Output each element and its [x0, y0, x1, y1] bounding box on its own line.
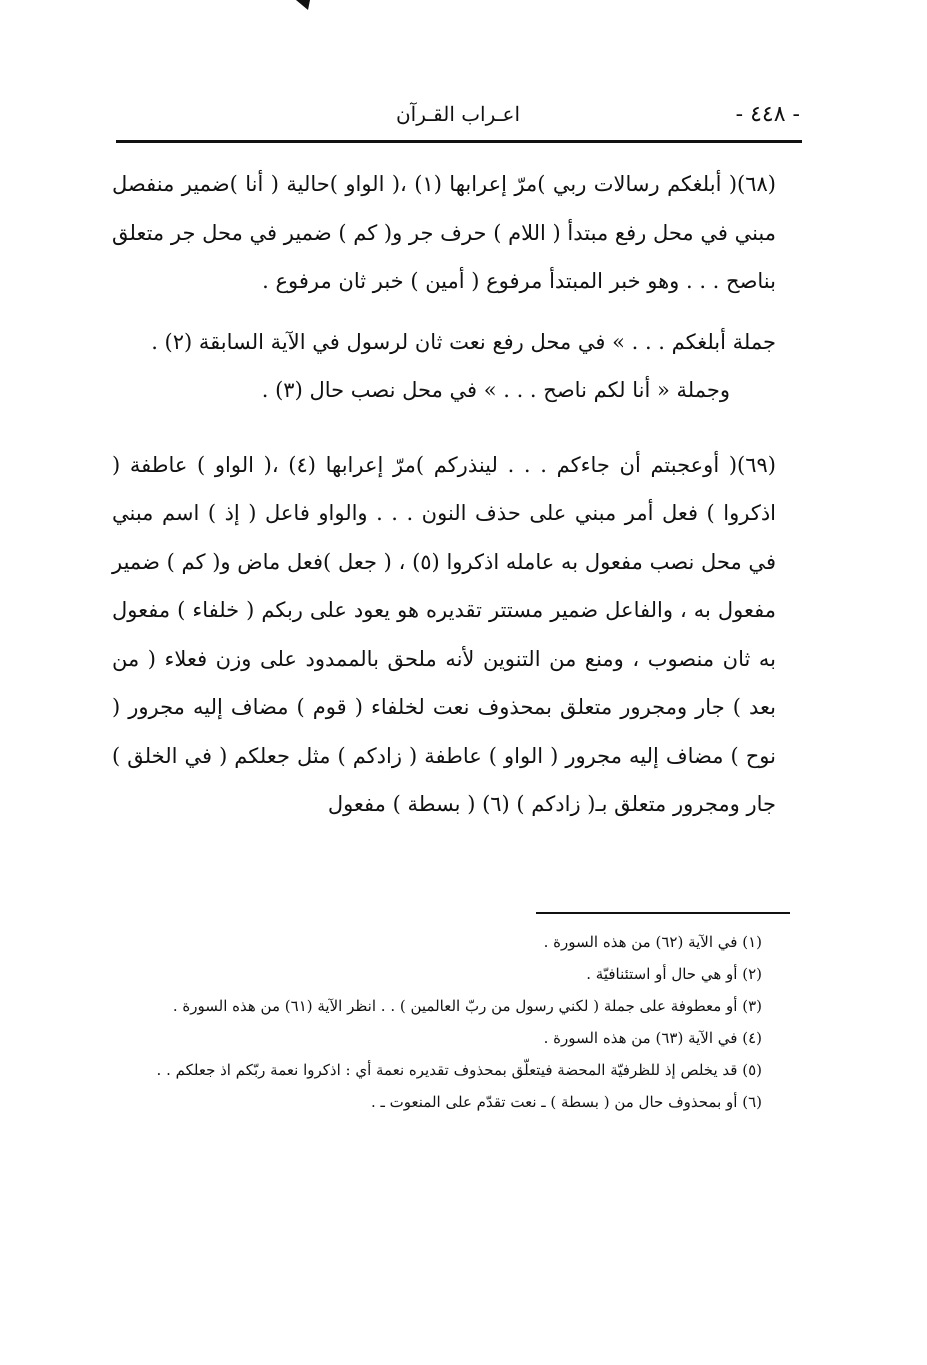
paragraph-verse-68: (٦٨)( أبلغكم رسالات ربي )مرّ إعرابها (١) ،( الواو )حالية ( أنا )ضمير منفصل مبني في محل رفع مبتدأ ( اللام ) حرف جر و( كم ) ضمير في محل جر متعلق بناصح . . . وهو خبر المبتدأ مرفوع ( أمين ) خبر ثان مرفوع .: [112, 172, 776, 293]
paragraph-verse-69: (٦٩)( أوعجبتم أن جاءكم . . . لينذركم )مرّ إعرابها (٤) ،( الواو ) عاطفة ( اذكروا ) فعل أمر مبني على حذف النون . . . والواو فاعل ( إذ ) اسم مبني في محل نصب مفعول به عامله اذكروا (٥) ، ( جعل )فعل ماض و( كم ) ضمير مفعول به ، والفاعل ضمير مستتر تقديره هو يعود على ربكم ( خلفاء ) مفعول به ثان منصوب ، ومنع من التنوين لأنه ملحق بالممدود على وزن فعلاء ( من بعد ) جار ومجرور متعلق بمحذوف نعت لخلفاء ( قوم ) مضاف إليه مجرور ( نوح ) مضاف إليه مجرور ( الواو ) عاطفة ( زادكم ) مثل جعلكم ( في الخلق ) جار ومجرور متعلق بـ( زادكم ) (٦) ( بسطة ) مفعول: [112, 452, 776, 816]
page-number: - ٤٤٨ -: [735, 102, 800, 127]
footnote-rule: [536, 912, 790, 914]
footnote-4: (٤) في الآية (٦٣) من هذه السورة .: [543, 1029, 762, 1047]
header-rule: [116, 140, 802, 143]
footnote-5: (٥) قد يخلص إذ للظرفيّة المحضة فيتعلّق بمحذوف تقديره نعمة أي : اذكروا نعمة ربّكم اذ جعلكم . .: [156, 1061, 762, 1079]
corner-mark-icon: [296, 0, 310, 10]
paragraph-sentence-1: جملة أبلغكم . . . » في محل رفع نعت ثان لرسول في الآية السابقة (٢) .: [151, 329, 776, 354]
running-title: اعـراب القـرآن: [395, 102, 521, 126]
page-header: [116, 98, 800, 138]
footnote-3: (٣) أو معطوفة على جملة ( لكني رسول من ربّ العالمين ) . . انظر الآية (٦١) من هذه السورة .: [172, 997, 762, 1015]
footnote-2: (٢) أو هي حال أو استئنافيّة .: [586, 965, 762, 983]
footnote-6: (٦) أو بمحذوف حال من ( بسطة ) ـ نعت تقدّم على المنعوت ـ .: [370, 1093, 762, 1111]
footnotes: [112, 926, 802, 1118]
paragraph-sentence-2: وجملة « أنا لكم ناصح . . . » في محل نصب حال (٣) .: [261, 378, 730, 402]
footnote-1: (١) في الآية (٦٢) من هذه السورة .: [543, 933, 762, 951]
main-text: [112, 160, 802, 829]
